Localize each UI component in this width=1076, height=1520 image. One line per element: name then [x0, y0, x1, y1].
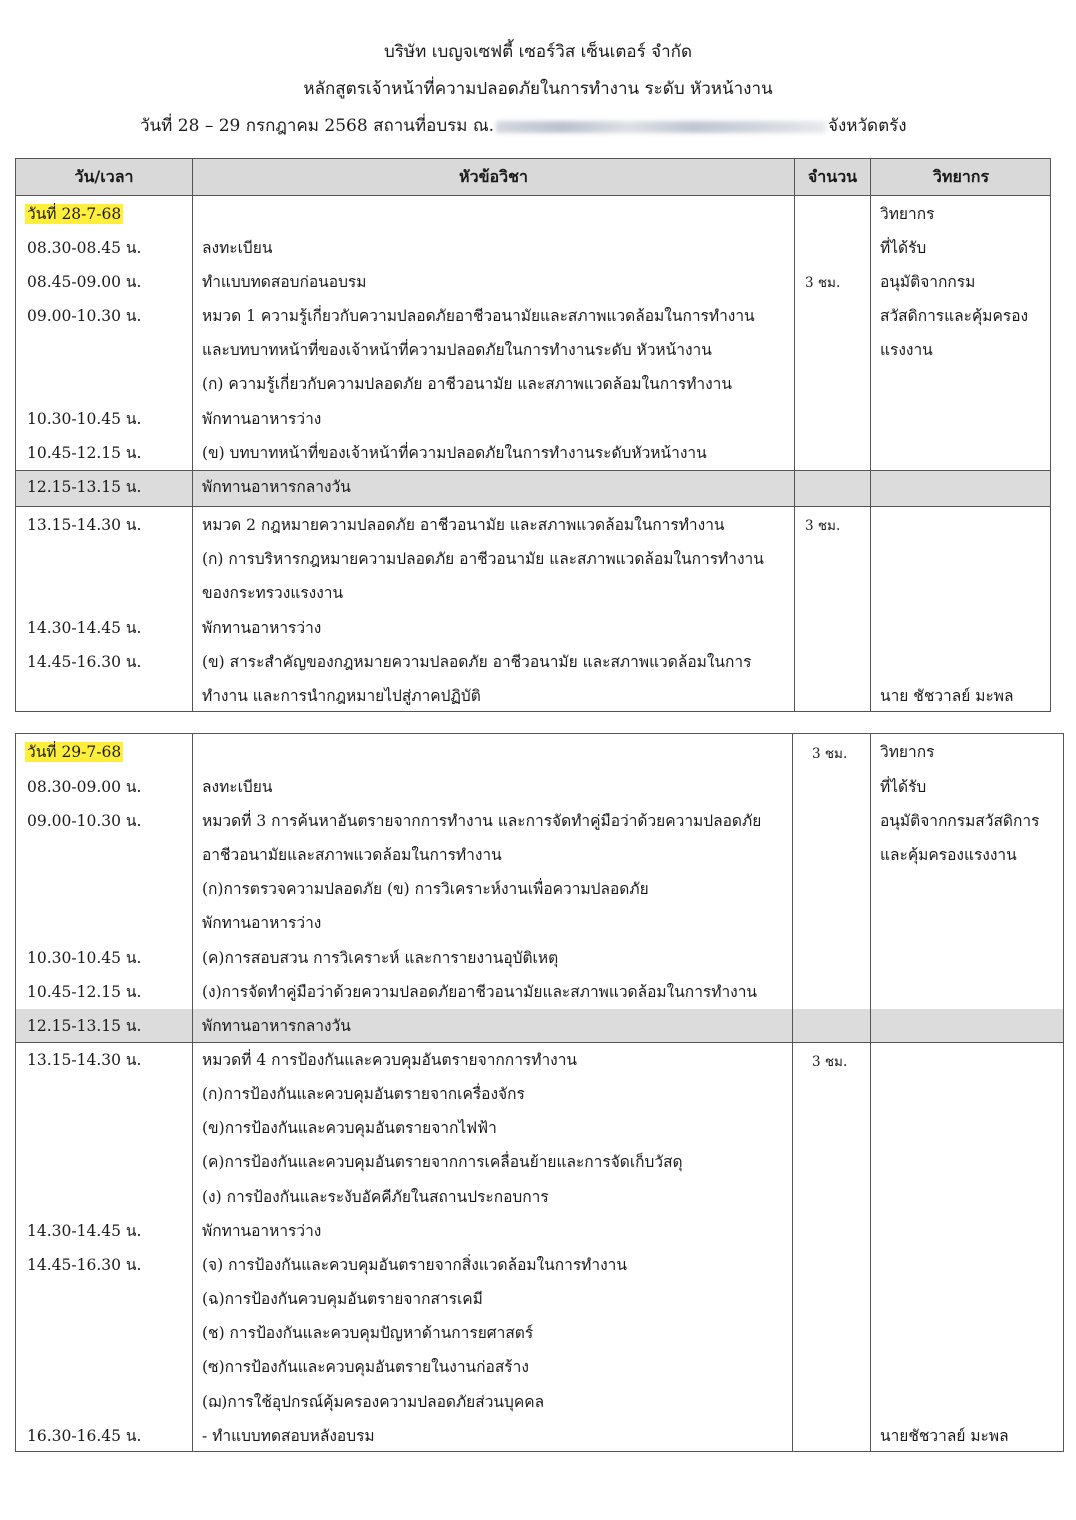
time-cell: 14.30-14.45 น. — [27, 1222, 142, 1240]
lecturer-line: วิทยากร — [880, 205, 935, 223]
time-cell: 10.45-12.15 น. — [27, 444, 142, 462]
time-cell: 09.00-10.30 น. — [27, 812, 142, 830]
lecturer-line: แรงงาน — [880, 341, 933, 359]
date-venue-prefix: วันที่ 28 – 29 กรกฎาคม 2568 สถานที่อบรม ณ. — [140, 116, 495, 136]
topic-line: (ก)การตรวจความปลอดภัย (ข) การวิเคราะห์งานเพื่อความปลอดภัย — [202, 880, 649, 898]
time-cell: 12.15-13.15 น. — [27, 1017, 142, 1035]
col-hours-header: จำนวน — [807, 167, 858, 186]
topic-line: (ก)การป้องกันและควบคุมอันตรายจากเครื่องจักร — [202, 1085, 525, 1103]
lecturer-line: อนุมัติจากกรม — [880, 273, 976, 291]
day2-date: วันที่ 29-7-68 — [27, 743, 122, 761]
col-time-header: วัน/เวลา — [74, 167, 134, 186]
schedule-table-day1 — [15, 158, 1051, 712]
time-cell: 09.00-10.30 น. — [27, 307, 142, 325]
topic-line: (ก) การบริหารกฎหมายความปลอดภัย อาชีวอนามัย และสภาพแวดล้อมในการทำงาน — [202, 550, 764, 568]
lecturer-line: ที่ได้รับ — [880, 778, 927, 796]
date-venue-line — [140, 112, 907, 139]
time-cell: 14.30-14.45 น. — [27, 619, 142, 637]
time-cell: 08.45-09.00 น. — [27, 273, 142, 291]
topic-line: หมวดที่ 4 การป้องกันและควบคุมอันตรายจากการทำงาน — [202, 1051, 578, 1069]
topic-line: (ฉ)การป้องกันควบคุมอันตรายจากสารเคมี — [202, 1290, 483, 1308]
topic-line: ลงทะเบียน — [202, 778, 273, 796]
time-cell: 12.15-13.15 น. — [27, 478, 142, 496]
lunch-row-band — [16, 470, 1050, 506]
redacted-venue — [496, 121, 826, 133]
topic-line: (ข)การป้องกันและควบคุมอันตรายจากไฟฟ้า — [202, 1119, 497, 1137]
topic-line: ลงทะเบียน — [202, 239, 273, 257]
topic-line: - ทำแบบทดสอบหลังอบรม — [202, 1427, 375, 1445]
hours-cell: 3 ชม. — [805, 275, 841, 291]
time-cell: 14.45-16.30 น. — [27, 653, 142, 671]
topic-line: (ง)การจัดทำคู่มือว่าด้วยความปลอดภัยอาชีวอนามัยและสภาพแวดล้อมในการทำงาน — [202, 983, 758, 1001]
lecturer-name: นายชัชวาลย์ มะพล — [880, 1427, 1009, 1445]
topic-line: (ก) ความรู้เกี่ยวกับความปลอดภัย อาชีวอนามัย และสภาพแวดล้อมในการทำงาน — [202, 375, 732, 393]
time-cell: 10.45-12.15 น. — [27, 983, 142, 1001]
time-cell: 13.15-14.30 น. — [27, 1051, 142, 1069]
company-name: บริษัท เบญจเซฟตี้ เซอร์วิส เซ็นเตอร์ จำกัด — [383, 42, 693, 62]
topic-line: (ซ)การป้องกันและควบคุมอันตรายในงานก่อสร้าง — [202, 1358, 529, 1376]
lunch-row-band — [16, 1009, 1063, 1042]
topic-line: พักทานอาหารว่าง — [202, 619, 322, 637]
time-cell: 16.30-16.45 น. — [27, 1427, 142, 1445]
course-title: หลักสูตรเจ้าหน้าที่ความปลอดภัยในการทำงาน ระดับ หัวหน้างาน — [303, 79, 773, 99]
hours-cell: 3 ชม. — [805, 518, 841, 534]
lecturer-line: และคุ้มครองแรงงาน — [880, 846, 1017, 864]
hours-cell: 3 ชม. — [812, 746, 848, 762]
topic-line: หมวด 1 ความรู้เกี่ยวกับความปลอดภัยอาชีวอนามัยและสภาพแวดล้อมในการทำงาน — [202, 307, 755, 325]
lecturer-line: วิทยากร — [880, 743, 935, 761]
hours-cell: 3 ชม. — [812, 1054, 848, 1070]
day1-date: วันที่ 28-7-68 — [27, 205, 122, 223]
topic-line: อาชีวอนามัยและสภาพแวดล้อมในการทำงาน — [202, 846, 502, 864]
table-header — [16, 159, 1050, 196]
topic-line: (จ) การป้องกันและควบคุมอันตรายจากสิ่งแวดล้อมในการทำงาน — [202, 1256, 627, 1274]
lecturer-name: นาย ชัชวาลย์ มะพล — [880, 687, 1014, 705]
topic-line: พักทานอาหารว่าง — [202, 914, 322, 932]
time-cell: 10.30-10.45 น. — [27, 949, 142, 967]
topic-line: ทำงาน และการนำกฎหมายไปสู่ภาคปฏิบัติ — [202, 687, 481, 705]
topic-line: และบทบาทหน้าที่ของเจ้าหน้าที่ความปลอดภัยในการทำงานระดับ หัวหน้างาน — [202, 341, 712, 359]
lecturer-line: ที่ได้รับ — [880, 239, 927, 257]
topic-line: (ง) การป้องกันและระงับอัคคีภัยในสถานประกอบการ — [202, 1188, 549, 1206]
time-cell: 08.30-09.00 น. — [27, 778, 142, 796]
date-venue-suffix: จังหวัดตรัง — [828, 116, 907, 136]
col-topic-header: หัวข้อวิชา — [459, 167, 528, 186]
time-cell: 10.30-10.45 น. — [27, 410, 142, 428]
time-cell: 08.30-08.45 น. — [27, 239, 142, 257]
schedule-table-day2 — [15, 733, 1064, 1452]
time-cell: 13.15-14.30 น. — [27, 516, 142, 534]
topic-line: (ข) สาระสำคัญของกฎหมายความปลอดภัย อาชีวอนามัย และสภาพแวดล้อมในการ — [202, 653, 752, 671]
topic-line: พักทานอาหารกลางวัน — [202, 478, 351, 496]
topic-line: ทำแบบทดสอบก่อนอบรม — [202, 273, 367, 291]
col-lecturer-header: วิทยากร — [932, 167, 990, 186]
time-cell: 14.45-16.30 น. — [27, 1256, 142, 1274]
topic-line: พักทานอาหารว่าง — [202, 1222, 322, 1240]
topic-line: (ค)การสอบสวน การวิเคราะห์ และการายงานอุบัติเหตุ — [202, 949, 559, 967]
lecturer-line: สวัสดิการและคุ้มครอง — [880, 307, 1029, 325]
topic-line: พักทานอาหารว่าง — [202, 410, 322, 428]
topic-line: (ค)การป้องกันและควบคุมอันตรายจากการเคลื่อนย้ายและการจัดเก็บวัสดุ — [202, 1153, 683, 1171]
topic-line: หมวด 2 กฎหมายความปลอดภัย อาชีวอนามัย และสภาพแวดล้อมในการทำงาน — [202, 516, 725, 534]
topic-line: หมวดที่ 3 การค้นหาอันตรายจากการทำงาน และการจัดทำคู่มือว่าด้วยความปลอดภัย — [202, 812, 762, 830]
lecturer-line: อนุมัติจากกรมสวัสดิการ — [880, 812, 1040, 830]
topic-line: ของกระทรวงแรงงาน — [202, 584, 344, 602]
topic-line: (ฌ)การใช้อุปกรณ์คุ้มครองความปลอดภัยส่วนบุคคล — [202, 1393, 545, 1411]
topic-line: (ข) บทบาทหน้าที่ของเจ้าหน้าที่ความปลอดภัยในการทำงานระดับหัวหน้างาน — [202, 444, 707, 462]
topic-line: (ช) การป้องกันและควบคุมปัญหาด้านการยศาสตร์ — [202, 1324, 534, 1342]
topic-line: พักทานอาหารกลางวัน — [202, 1017, 351, 1035]
